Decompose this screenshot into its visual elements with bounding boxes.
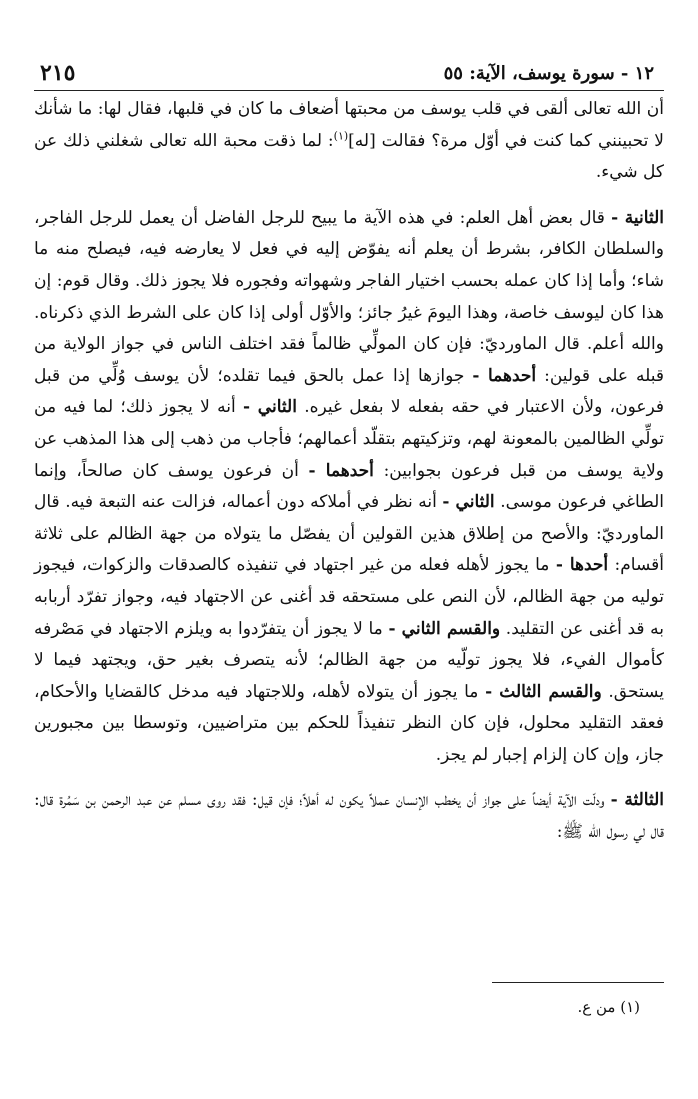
division-first-text: ما يجوز لأهله فعله من غير اجتهاد في تنفيذه كالصدقات والزكوات، فيجوز توليه من جهة الظالم، لأن النص على مستحقه قد أغنى عن الاجتهاد فيه، وجواز تفرّد أربابه به قد أغنى عن التقليد.: [34, 555, 664, 639]
running-header: [34, 56, 664, 91]
answer-second-text: أنه نظر في أملاكه دون أعماله، فزالت عنه التبعة فيه. قال الماورديّ: والأصح من إطلاق هذين القولين أن يفصّل ما يتولاه من جهة الظالم على ثلاثة أقسام:: [34, 492, 664, 576]
section-heading-second: الثانية -: [611, 207, 664, 228]
footnote-divider: [492, 982, 664, 983]
paragraph-1: [34, 94, 664, 189]
footnote: (١) من ع.: [577, 998, 640, 1016]
opinion-second-text: أنه لا يجوز ذلك؛ لما فيه من تولِّي الظالمين بالمعونة لهم، وتزكيتهم بتقلّد أعمالهم؛ فأجاب من ذهب إلى هذا المذهب عن ولاية يوسف من قبل فرعون بجوابين:: [34, 397, 664, 481]
division-third-text: ما يجوز أن يتولاه لأهله، وللاجتهاد فيه مدخل كالقضايا والأحكام، فعقد التقليد محلول، فإن كان النظر تنفيذاً للحكم بين متراضيين، وتوسطا بين مجبورين جاز، وإن كان إلزام إجبار لم يجز.: [34, 681, 664, 765]
paragraph-second-text: قال بعض أهل العلم: في هذه الآية ما يبيح للرجل الفاضل أن يعمل للرجل الفاجر، والسلطان الكافر، بشرط أن يعلم أنه يفوّض إليه في فعل لا يعارضه فيه، فيصلح منه ما شاء؛ وأما إذا كان عمله بحسب اختيار الفاجر وشهواته وفجوره فلا يجوز ذلك. وقال قوم: إن هذا كان ليوسف خاصة، وهذا اليومَ غيرُ جائز؛ والأوّل أولى إذا كان على الشرط الذي ذكرناه. والله أعلم. قال الماورديّ: فإن كان المولِّي ظالماً فقد اختلف الناس في جواز الولاية من قبله على قولين:: [34, 207, 664, 386]
section-heading-third: الثالثة -: [610, 790, 664, 811]
division-second-text: ما لا يجوز أن يتفرّدوا به ويلزم الاجتهاد في مَصْرفه كأموال الفيء، فلا يجوز تولّيه من جهة الظالم؛ لأنه يتصرف بغير حق، ويجتهد فيما لا يستحق.: [34, 618, 664, 702]
footnote-marker: (١): [333, 128, 349, 142]
opinion-first-text: جوازها إذا عمل بالحق فيما تقلده؛ لأن يوسف وُلِّي من قبل فرعون، ولأن الاعتبار في حقه بفعله لا بفعل غيره.: [34, 365, 665, 418]
answer-first-text: أن فرعون يوسف كان صالحاً، وإنما الطاغي فرعون موسى.: [34, 460, 664, 513]
opinion-first-label: أحدهما -: [472, 365, 537, 386]
paragraph-third-text: ودلّت الآية أيضاً على جواز أن يخطب الإنسان عملاً يكون له أهلاً؛ فإن قيل: فقد روى مسلم عن عبد الرحمن بن سَمُرة قال: قال لي رسول الله ﷺ:: [34, 790, 664, 843]
division-second-label: والقسم الثاني -: [388, 618, 501, 639]
paragraph-second: [34, 203, 664, 772]
opinion-second-label: الثاني -: [242, 397, 297, 418]
page-number: ٢١٥: [40, 60, 76, 86]
division-third-label: والقسم الثالث -: [485, 681, 602, 702]
chapter-title: ١٢ - سورة يوسف، الآية: ٥٥: [443, 62, 654, 84]
paragraph-1-text-a: أن الله تعالى ألقى في قلب يوسف من محبتها أضعاف ما كان في قلبها، فقال لها: ما شأنك لا تحبينني كما كنت في أوّل مرة؟ فقالت [له]: [34, 99, 664, 151]
answer-first-label: أحدهما -: [308, 460, 374, 481]
main-text: [34, 94, 664, 849]
paragraph-third: [34, 785, 664, 848]
answer-second-label: الثاني -: [442, 492, 495, 513]
paragraph-1-text-b: : لما ذقت محبة الله تعالى شغلني ذلك عن كل شيء.: [34, 130, 664, 183]
division-first-label: أحدها -: [555, 555, 609, 576]
